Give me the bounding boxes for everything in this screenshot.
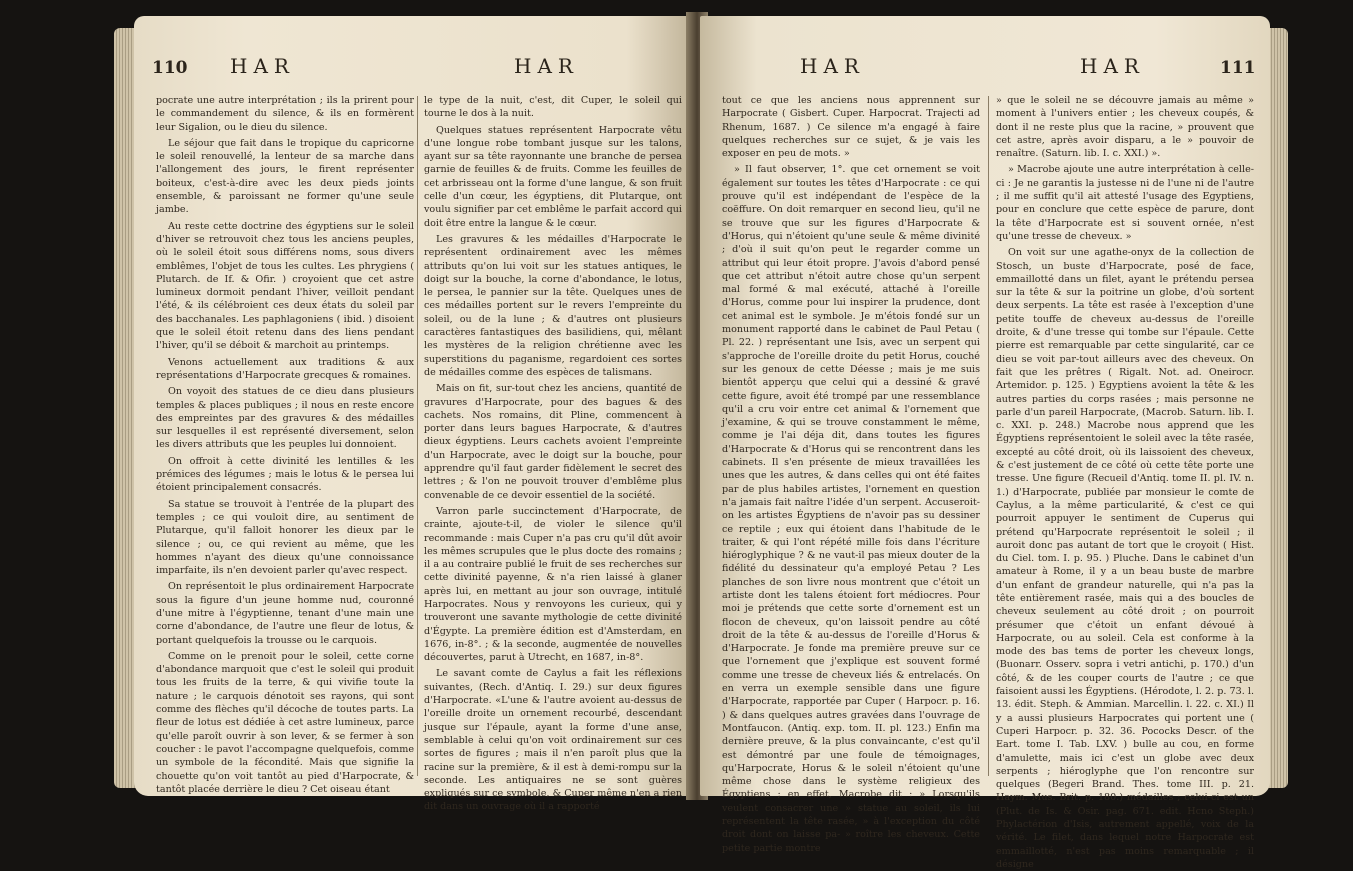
page-number: 111 <box>1220 58 1256 78</box>
paragraph: Sa statue se trouvoit à l'entrée de la plupart des temples ; ce qui vouloit dire, au sentiment de Plutarque, qu'il falloit honorer les dieux par le silence ; ou, ce qui revient au même, que les hommes n'ayant des dieux qu'une connoissance imparfaite, ils n'en devoient parler qu'avec respect. <box>156 498 414 577</box>
paragraph: Comme on le prenoit pour le soleil, cette corne d'abondance marquoit que c'est le soleil qui produit tous les fruits de la terre, & qui vivifie toute la nature ; le carquois dénotoit ses rayons, qui sont comme des flèches qu'il décoche de toutes parts. La fleur de lotus est dédiée à cet astre lumineux, parce qu'elle paroît ouvrir à son lever, & se fermer à son coucher : le pavot l'accompagne quelquefois, comme un symbole de la fécondité. Mais que signifie la chouette qu'on voit tantôt au pied d'Harpocrate, & tantôt placée derrière le dieu ? Cet oiseau étant <box>156 650 414 795</box>
running-head: HAR <box>1080 54 1145 78</box>
right-page <box>700 16 1270 870</box>
text-column <box>722 94 980 854</box>
paragraph: Le séjour que fait dans le tropique du capricorne le soleil renouvellé, la lenteur de sa marche dans l'allongement des jours, le firent représenter boiteux, c'est-à-dire avec les deux pieds joints ensemble, & paroissant ne former qu'une seule jambe. <box>156 137 414 216</box>
paragraph: » Macrobe ajoute une autre interprétation à celle-ci : Je ne garantis la justesse ni de l'une ni de l'autre ; il me suffit qu'il ait attesté l'usage des Egyptiens, pour en conclure que cette espèce de parure, dont la tête d'Harpocrate est si souvent ornée, n'est qu'une tresse de cheveux. » <box>996 164 1254 242</box>
left-page-header <box>134 54 694 88</box>
running-head: HAR <box>514 54 579 78</box>
paragraph: Les gravures & les médailles d'Harpocrate le représentent ordinairement avec les mêmes attributs qu'on lui voit sur les statues antiques, le doigt sur la bouche, la corne d'abondance, le lotus, le persea, le pannier sur la tête. Quelques unes de ces médailles portent sur le revers l'empreinte du soleil, ou de la lune ; & d'autres ont plusieurs caractères fantastiques des basilidiens, qui, mêlant les mystères de la religion chrétienne avec les superstitions du paganisme, regardoient ces sortes de médailles comme des espèces de talismans. <box>424 233 682 378</box>
paragraph: On voyoit des statues de ce dieu dans plusieurs temples & places publiques ; il nous en reste encore des empreintes par des gravures & des médailles sur lesquelles il est représenté diversement, selon les divers attributs que les peuples lui donnoient. <box>156 386 414 451</box>
text-column <box>424 94 682 813</box>
left-page <box>134 16 694 813</box>
paragraph: tout ce que les anciens nous apprennent sur Harpocrate ( Gisbert. Cuper. Harpocrat. Trajecti ad Rhenum, 1687. ) Ce silence m'a engagé à faire quelques recherches sur ce sujet, & je vais les exposer en peu de mots. » <box>722 95 980 160</box>
paragraph: On offroit à cette divinité les lentilles & les prémices des légumes ; mais le lotus & le persea lui étoient principalement consacrés. <box>156 455 414 494</box>
running-head: HAR <box>230 54 295 78</box>
paragraph: » Il faut observer, 1°. que cet ornement se voit également sur toutes les têtes d'Harpocrate : ce qui prouve qu'il est indépendant de l'espèce de la coëffure. On doit remarquer en second lieu, qu'il ne se trouve que sur les figures d'Harpocrate & d'Horus, qui n'étoient qu'une seule & même divinité ; d'où il suit qu'on peut le regarder comme un attribut qui leur étoit propre. J'avois d'abord pensé que cet attribut n'étoit autre chose qu'un serpent mal formé & mal exécuté, attaché à l'oreille d'Horus, comme pour lui inspirer la prudence, dont cet animal est le symbole. Je m'étois fondé sur un monument rapporté dans le cabinet de Paul Petau ( Pl. 22. ) représentant une Isis, avec un serpent qui s'approche de l'oreille droite du petit Horus, couché sur les genoux de cette Déesse ; mais je me suis bientôt apperçu que celui qui a dessiné & gravé cette figure, avoit été trompé par une ressemblance qu'il a cru voir entre cet animal & l'ornement que j'examine, & qui se trouve constamment le même, comme je l'ai déja dit, dans toutes les figures d'Harpocrate & d'Horus qui se rencontrent dans les cabinets. Il s'en présente de mieux travaillées les unes que les autres, & dans celles qui ont été faites par de plus habiles artistes, l'ornement en question n'a jamais fait naître l'idée d'un serpent. Accuseroit-on les artistes Égyptiens de n'avoir pas su dessiner ce reptile ; eux qui étoient dans l'habitude de le traiter, & qui l'ont répété mille fois dans l'écriture hiéroglyphique ? & ne vaut-il pas mieux douter de la fidélité du dessinateur qu'a employé Petau ? Les planches de son livre nous montrent que c'étoit un artiste dont les talens étoient fort médiocres. Pour moi je prétends que cette sorte d'ornement est un flocon de cheveux, qu'on laissoit pendre au côté droit de la tête & au-dessus de l'oreille d'Horus & d'Harpocrate. Je fonde ma première preuve sur ce que l'ornement que j'explique est souvent formé comme une tresse de cheveux liés & entrelacés. On en verra un exemple sensible dans une figure d'Harpocrate, rapportée par Cuper ( Harpocr. p. 16. ) & dans quelques autres gravées dans l'ouvrage de Montfaucon. (Antiq. exp. tom. II. pl. 123.) Enfin ma dernière preuve, & la plus convaincante, c'est qu'il est démontré par une foule de témoignages, qu'Harpocrate, Horus & le soleil n'étoient qu'une même chose dans le système religieux des Égyptiens ; en effet, Macrobe dit : » Lorsqu'ils veulent consacrer une » statue au soleil, ils lui représentent la tête rasée, » à l'exception du côté droit dont on laisse pa- » roître les cheveux. Cette petite partie montre <box>722 164 980 854</box>
paragraph: pocrate une autre interprétation ; ils la prirent pour le commandement du silence, & ils en formèrent leur Sigalion, ou le dieu du silence. <box>156 95 414 133</box>
paragraph: Varron parle succinctement d'Harpocrate, de crainte, ajoute-t-il, de violer le silence qu'il recommande : mais Cuper n'a pas cru qu'il dût avoir les mêmes scrupules que le plus docte des romains ; il a au contraire publié le fruit de ses recherches sur cette divinité payenne, & n'a rien laissé à glaner après lui, en mettant au jour son ouvrage, intitulé Harpocrates. Nous y renvoyons les curieux, qui y trouveront une savante mythologie de cette divinité d'Égypte. La première édition est d'Amsterdam, en 1676, in-8°. ; & la seconde, augmentée de nouvelles découvertes, parut à Utrecht, en 1687, in-8°. <box>424 505 682 664</box>
paragraph: Le savant comte de Caylus a fait les réflexions suivantes, (Rech. d'Antiq. I. 29.) sur deux figures d'Harpocrate. «L'une & l'autre avoient au-dessus de l'oreille droite un ornement recourbé, descendant jusque sur l'épaule, ayant la forme d'une anse, semblable à celui qu'on voit ordinairement sur ces sortes de figures ; mais il n'en paroît plus que la racine sur la première, & il est à demi-rompu sur la seconde. Les antiquaires ne se sont guères expliqués sur ce symbole, & Cuper même n'en a rien dit dans un ouvrage où il a rapporté <box>424 668 682 813</box>
paragraph: On voit sur une agathe-onyx de la collection de Stosch, un buste d'Harpocrate, posé de face, emmaillotté dans un filet, ayant le prétendu persea sur la tête & sur la poitrine un globe, d'où sortent deux serpents. La tête est rasée à l'exception d'une petite touffe de cheveux au-dessus de l'oreille droite, & d'une tresse qui tombe sur l'épaule. Cette pierre est remarquable par cette singularité, car ce dieu se voit par-tout ailleurs avec des cheveux. On fait que les prêtres ( Rigalt. Not. ad. Oneirocr. Artemidor. p. 125. ) Egyptiens avoient la tête & les autres parties du corps rasées ; mais personne ne parle d'un pareil Harpocrate, (Macrob. Saturn. lib. I. c. XXI. p. 248.) Macrobe nous apprend que les Égyptiens représentoient le soleil avec la tête rasée, excepté au côté droit, où ils laissoient des cheveux, & c'est justement de ce côté où cette tête porte une tresse. Une figure (Recueil d'Antiq. tome II. pl. IV. n. 1.) d'Harpocrate, publiée par monsieur le comte de Caylus, a la même particularité, & c'est ce qui pourroit appuyer le sentiment de Cuperus qui prétend qu'Harpocrate représentoit le soleil ; il auroit donc pas autant de tort que le croyoit ( Hist. du Ciel. tom. I. p. 95. ) Pluche. Dans le cabinet d'un amateur à Rome, il y a un beau buste de marbre d'un enfant de grandeur naturelle, qui n'a pas la tête entièrement rasée, mais qui a des boucles de cheveux seulement au côté droit ; on pourroit présumer que c'étoit un enfant dévoué à Harpocrate, ou au soleil. Cela est conforme à la mode des bas tems de porter les cheveux longs, (Buonarr. Osserv. sopra i vetri antichi, p. 170.) d'un côté, & de les couper courts de l'autre ; ce que faisoient aussi les Égyptiens. (Hérodote, l. 2. p. 73. l. 13. édit. Steph. & Ammian. Marcellin. l. 22. c. XI.) Il y a aussi plusieurs Harpocrates qui portent une ( Cuperi Harpocr. p. 32. 36. Pococks Descr. of the Eart. tome I. Tab. LXV. ) bulle au cou, en forme d'amulette, mais ici c'est un globe avec deux serpents ; hiéroglyphe que l'on rencontre sur quelques (Begeri Brand. Thes. tome III. p. 21. Haym. Mus. Brit. p. 180.) médailles ; celui-ci est un (Plut. de Is. & Osir. pag. 671. edit. Hcno Steph.) Phylactérion d'Isis, autrement appellé, voix de la vérité. Le filet, dans lequel notre Harpocrate est emmaillotté, n'est pas moins remarquable ; il désigne <box>996 247 1254 870</box>
text-column <box>156 94 414 795</box>
paragraph: On représentoit le plus ordinairement Harpocrate sous la figure d'un jeune homme nud, couronné d'une mitre à l'égyptienne, tenant d'une main une corne d'abondance, de l'autre une fleur de lotus, & portant quelquefois la trousse ou le carquois. <box>156 581 414 646</box>
open-book <box>14 6 1339 870</box>
paragraph: Quelques statues représentent Harpocrate vêtu d'une longue robe tombant jusque sur les talons, ayant sur sa tête rayonnante une branche de persea garnie de feuilles & de fruits. Comme les feuilles de cet arbrisseau ont la forme d'une langue, & son fruit celle d'un cœur, les égyptiens, dit Plutarque, ont voulu signifier par cet emblême le parfait accord qui doit être entre la langue & le cœur. <box>424 124 682 229</box>
paragraph: Au reste cette doctrine des égyptiens sur le soleil d'hiver se retrouvoit chez tous les anciens peuples, où le soleil étoit sous différens noms, sous divers emblêmes, l'objet de tous les cultes. Les phrygiens ( Plutarch. de If. & Ofir. ) croyoient que cet astre lumineux dormoit pendant l'hiver, veilloit pendant l'été, & ils célébroient ces deux états du soleil par des bacchanales. Les paphlagoniens ( ibid. ) disoient que le soleil étoit retenu dans des liens pendant l'hiver, qu'il se déboit & marchoit au printemps. <box>156 220 414 352</box>
paragraph: le type de la nuit, c'est, dit Cuper, le soleil qui tourne le dos à la nuit. <box>424 95 682 120</box>
column-rule <box>988 96 989 776</box>
running-head: HAR <box>800 54 865 78</box>
column-rule <box>417 96 418 776</box>
page-number: 110 <box>152 58 188 78</box>
paragraph: Mais on fit, sur-tout chez les anciens, quantité de gravures d'Harpocrate, pour des bagues & des cachets. Nos romains, dit Pline, commencent à porter dans leurs bagues Harpocrate, & d'autres dieux égyptiens. Leurs cachets avoient l'empreinte d'un Harpocrate, avec le doigt sur la bouche, pour apprendre qu'il faut garder fidèlement le secret des lettres ; & l'on ne pouvoit trouver d'emblême plus convenable de ce devoir essentiel de la société. <box>424 383 682 501</box>
right-page-header <box>700 54 1270 88</box>
text-column <box>996 94 1254 870</box>
paragraph: Venons actuellement aux traditions & aux représentations d'Harpocrate grecques & romaines. <box>156 356 414 381</box>
paragraph: » que le soleil ne se découvre jamais au même » moment à l'univers entier ; les cheveux coupés, & dont il ne reste plus que la racine, » prouvent que cet astre, après avoir disparu, a le » pouvoir de renaître. (Saturn. lib. I. c. XXI.) ». <box>996 95 1254 160</box>
